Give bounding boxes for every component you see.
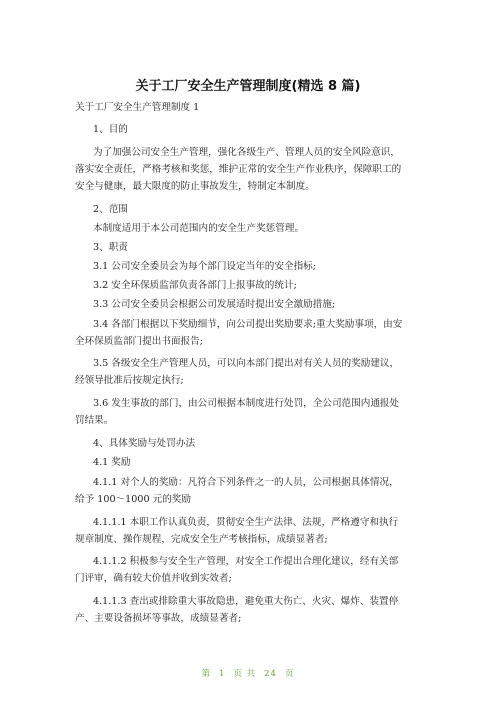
- paragraph-heading: 3、职责: [93, 242, 128, 253]
- paragraph-line: 4.1.1.3 查出或排除重大事故隐患，避免重大伤亡、火灾、爆炸、装置停: [93, 596, 399, 607]
- footer-page-label: 第: [201, 669, 212, 679]
- paragraph-heading: 4、具体奖励与处罚办法: [93, 438, 196, 449]
- paragraph-line: 为了加强公司安全生产管理，强化各级生产、管理人员的安全风险意识，: [93, 147, 400, 158]
- footer-end-label: 页: [284, 669, 295, 679]
- paragraph-heading: 1、目的: [93, 124, 128, 135]
- paragraph-line: 给予 100～1000 元的奖励: [75, 494, 191, 505]
- paragraph-line: 经领导批准后按规定执行;: [75, 375, 184, 386]
- paragraph-line: 4.1.1.2 积极参与安全生产管理，对安全工作提出合理化建议，经有关部: [93, 556, 399, 567]
- paragraph-line: 3.1 公司安全委员会为每个部门设定当年的安全指标;: [93, 261, 317, 272]
- footer-page-number: 1: [219, 669, 226, 679]
- paragraph-line: 罚结果。: [75, 415, 114, 426]
- paragraph-line: 本制度适用于本公司范围内的安全生产奖惩管理。: [93, 223, 305, 234]
- document-title: 关于工厂安全生产管理制度(精选 8 篇): [135, 79, 361, 94]
- paragraph-line: 落实安全责任，严格考核和奖惩，维护正常的安全生产作业秩序，保障职工的: [75, 164, 402, 175]
- paragraph-line: 安全与健康，最大限度的防止事故发生，特制定本制度。: [75, 181, 315, 192]
- paragraph-line: 3.4 各部门根据以下奖励细节，向公司提出奖励要求;重大奖励事项，由安: [93, 319, 403, 330]
- footer-total-label: 页 共: [233, 669, 257, 679]
- paragraph-line: 门评审，确有较大价值并收到实效者;: [75, 573, 232, 584]
- footer-total-number: 24: [264, 669, 277, 679]
- paragraph-line: 4.1.1 对个人的奖励：凡符合下列条件之一的人员，公司根据具体情况，: [93, 477, 399, 488]
- page-footer: [0, 667, 496, 679]
- paragraph-line: 规章制度、操作规程，完成安全生产考核指标，成绩显著者;: [75, 534, 328, 545]
- paragraph-heading: 4.1 奖励: [93, 457, 131, 468]
- paragraph-heading: 2、范围: [93, 204, 128, 215]
- paragraph-line: 3.2 安全环保质监部负责各部门上报事故的统计;: [93, 280, 297, 291]
- paragraph-line: 3.6 发生事故的部门，由公司根据本制度进行处罚，全公司范围内通报处: [93, 398, 400, 409]
- paragraph-line: 3.3 公司安全委员会根据公司发展适时提出安全激励措施;: [93, 299, 336, 310]
- paragraph-line: 3.5 各级安全生产管理人员，可以向本部门提出对有关人员的奖励建议，: [93, 358, 400, 369]
- section-heading: 关于工厂安全生产管理制度 1: [75, 102, 200, 113]
- paragraph-line: 4.1.1.1 本职工作认真负责，贯彻安全生产法律、法规，严格遵守和执行: [93, 517, 399, 528]
- paragraph-line: 产、主要设备损坏等事故，成绩显著者;: [75, 613, 242, 624]
- paragraph-line: 全环保质监部门提出书面报告;: [75, 336, 203, 347]
